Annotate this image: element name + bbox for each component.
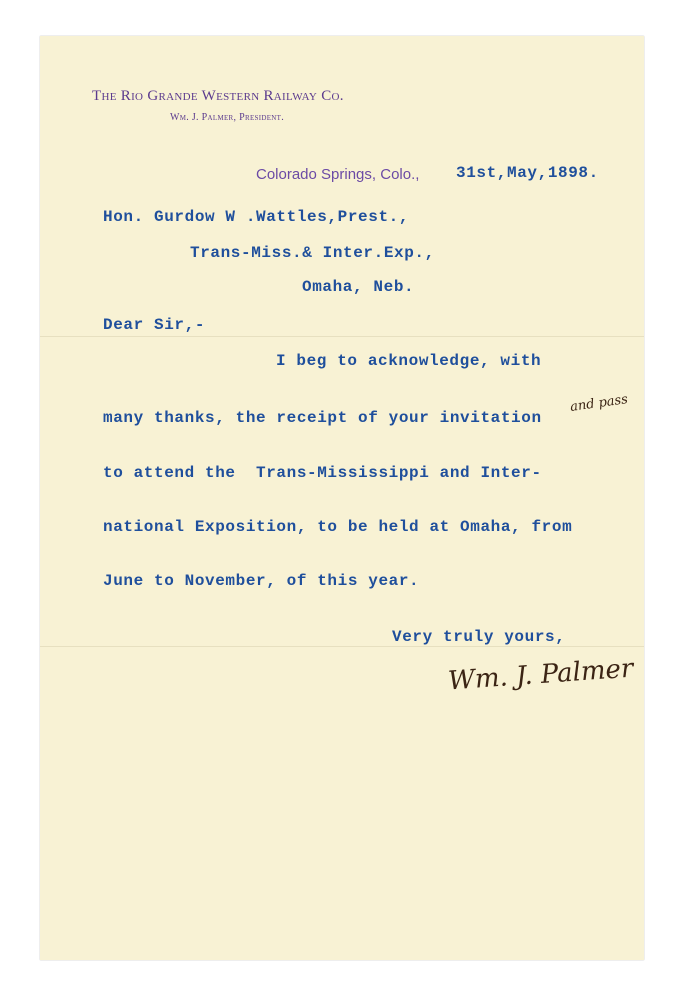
body-line-5: June to November, of this year. [103, 572, 420, 590]
body-line-2: many thanks, the receipt of your invitation [103, 409, 542, 427]
address-line-2: Trans-Miss.& Inter.Exp., [190, 244, 435, 262]
signature: Wm. J. Palmer [447, 653, 635, 697]
letterhead-officer: Wm. J. Palmer, President. [170, 112, 285, 123]
body-line-1: I beg to acknowledge, with [276, 352, 542, 370]
fold-line [40, 646, 644, 647]
letter-paper [40, 36, 644, 960]
dateline-date: 31st,May,1898. [456, 164, 599, 182]
letterhead-company: The Rio Grande Western Railway Co. [92, 88, 344, 104]
fold-line [40, 336, 644, 337]
closing: Very truly yours, [392, 628, 566, 646]
handwritten-insertion: and pass [569, 392, 629, 415]
salutation: Dear Sir,- [103, 316, 206, 334]
address-line-1: Hon. Gurdow W .Wattles,Prest., [103, 208, 410, 226]
dateline-place: Colorado Springs, Colo., [256, 166, 420, 183]
body-line-3: to attend the Trans-Mississippi and Inter- [103, 464, 542, 482]
body-line-4: national Exposition, to be held at Omaha, from [103, 518, 573, 536]
address-line-3: Omaha, Neb. [302, 278, 415, 296]
